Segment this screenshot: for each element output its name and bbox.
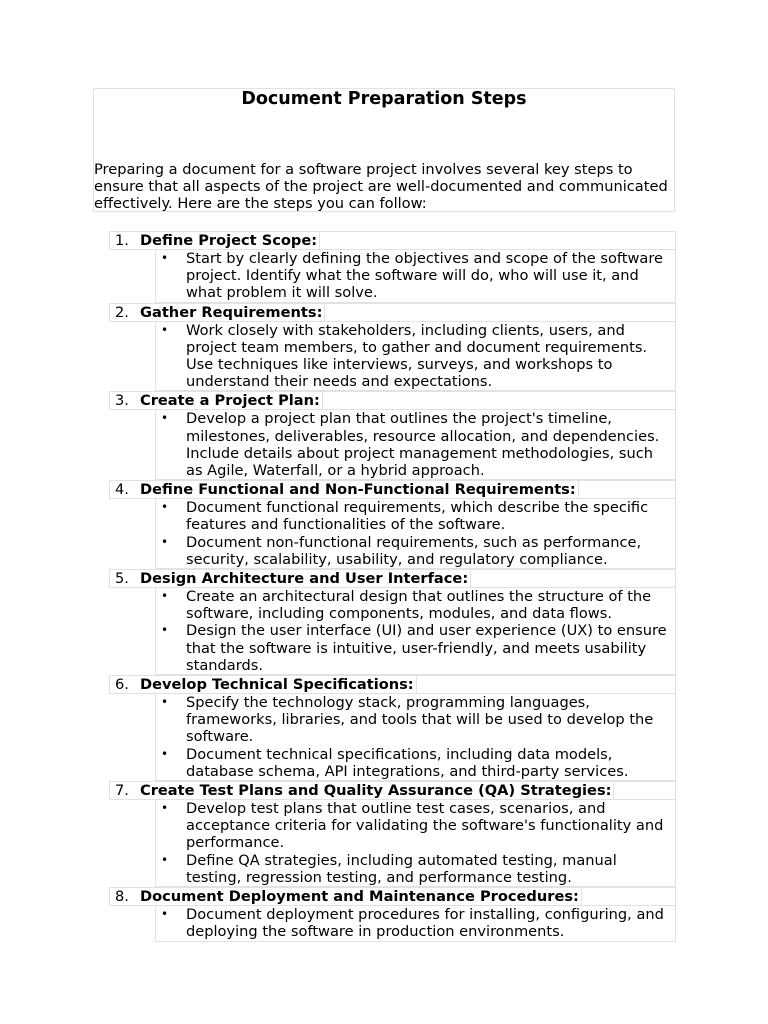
bullet-item: • Document technical specifications, including data models, database schema, API integrations, and third-party services. xyxy=(186,746,675,780)
bullet-item: • Start by clearly defining the objectives and scope of the software project. Identify what the software will do, who will use it, and what problem it will solve. xyxy=(186,250,675,302)
step-number: 3. xyxy=(115,392,129,410)
step-item xyxy=(109,887,676,941)
bullet-item: • Develop a project plan that outlines the project's timeline, milestones, deliverables, resource allocation, and dependencies. Include details about project management methodologies, such as Agile, Waterfall, or a hybrid approach. xyxy=(186,410,675,479)
bullet-item: • Create an architectural design that outlines the structure of the software, including components, modules, and data flows. xyxy=(186,588,675,622)
page-title: Document Preparation Steps xyxy=(241,89,527,109)
step-title: Design Architecture and User Interface: xyxy=(140,570,471,587)
bullet-item: • Work closely with stakeholders, including clients, users, and project team members, to gather and document requirements. Use techniques like interviews, surveys, and workshops to understand their needs and expectations. xyxy=(186,322,675,391)
step-heading xyxy=(109,887,676,906)
step-bullets xyxy=(155,588,676,675)
bullet-item: • Define QA strategies, including automated testing, manual testing, regression testing, and performance testing. xyxy=(186,852,675,886)
step-title: Create a Project Plan: xyxy=(140,392,323,409)
step-bullets xyxy=(155,322,676,392)
step-item xyxy=(109,391,676,480)
step-item xyxy=(109,480,676,569)
step-bullets xyxy=(155,800,676,887)
step-number: 8. xyxy=(115,888,129,906)
step-number: 1. xyxy=(115,232,129,249)
step-title: Define Project Scope: xyxy=(140,232,320,249)
step-item xyxy=(109,231,676,303)
bullet-item: • Develop test plans that outline test cases, scenarios, and acceptance criteria for validating the software's functionality and performance. xyxy=(186,800,675,852)
step-item xyxy=(109,303,676,392)
step-item xyxy=(109,781,676,887)
bullet-item: • Document deployment procedures for installing, configuring, and deploying the software in production environments. xyxy=(186,906,675,940)
step-item xyxy=(109,569,676,675)
step-bullets xyxy=(155,694,676,781)
step-number: 6. xyxy=(115,676,129,694)
step-heading xyxy=(109,303,676,322)
bullet-item: • Document functional requirements, which describe the specific features and functionalities of the software. xyxy=(186,499,675,533)
step-heading xyxy=(109,781,676,800)
bullet-item: • Document non-functional requirements, such as performance, security, scalability, usability, and regulatory compliance. xyxy=(186,534,675,568)
step-heading xyxy=(109,391,676,410)
bullet-item: • Design the user interface (UI) and user experience (UX) to ensure that the software is intuitive, user-friendly, and meets usability standards. xyxy=(186,622,675,674)
step-item xyxy=(109,675,676,781)
step-number: 5. xyxy=(115,570,129,588)
step-bullets xyxy=(155,250,676,303)
step-number: 7. xyxy=(115,782,129,800)
step-heading xyxy=(109,231,676,250)
step-bullets xyxy=(155,410,676,480)
steps-list xyxy=(109,231,676,942)
step-heading xyxy=(109,480,676,499)
step-heading xyxy=(109,675,676,694)
step-number: 2. xyxy=(115,303,129,321)
step-number: 4. xyxy=(115,481,129,499)
step-title: Gather Requirements: xyxy=(140,304,325,321)
intro-section xyxy=(93,88,675,212)
bullet-item: • Specify the technology stack, programming languages, frameworks, libraries, and tools that will be used to develop the software. xyxy=(186,694,675,746)
step-title: Create Test Plans and Quality Assurance (QA) Strategies: xyxy=(140,782,614,799)
step-title: Define Functional and Non-Functional Requirements: xyxy=(140,481,579,498)
step-title: Document Deployment and Maintenance Procedures: xyxy=(140,888,582,905)
intro-paragraph: Preparing a document for a software project involves several key steps to ensure that all aspects of the project are well-documented and communicated effectively. Here are the steps you can follow: xyxy=(94,161,668,213)
step-bullets xyxy=(155,499,676,569)
step-bullets xyxy=(155,906,676,941)
step-title: Develop Technical Specifications: xyxy=(140,676,417,693)
step-heading xyxy=(109,569,676,588)
